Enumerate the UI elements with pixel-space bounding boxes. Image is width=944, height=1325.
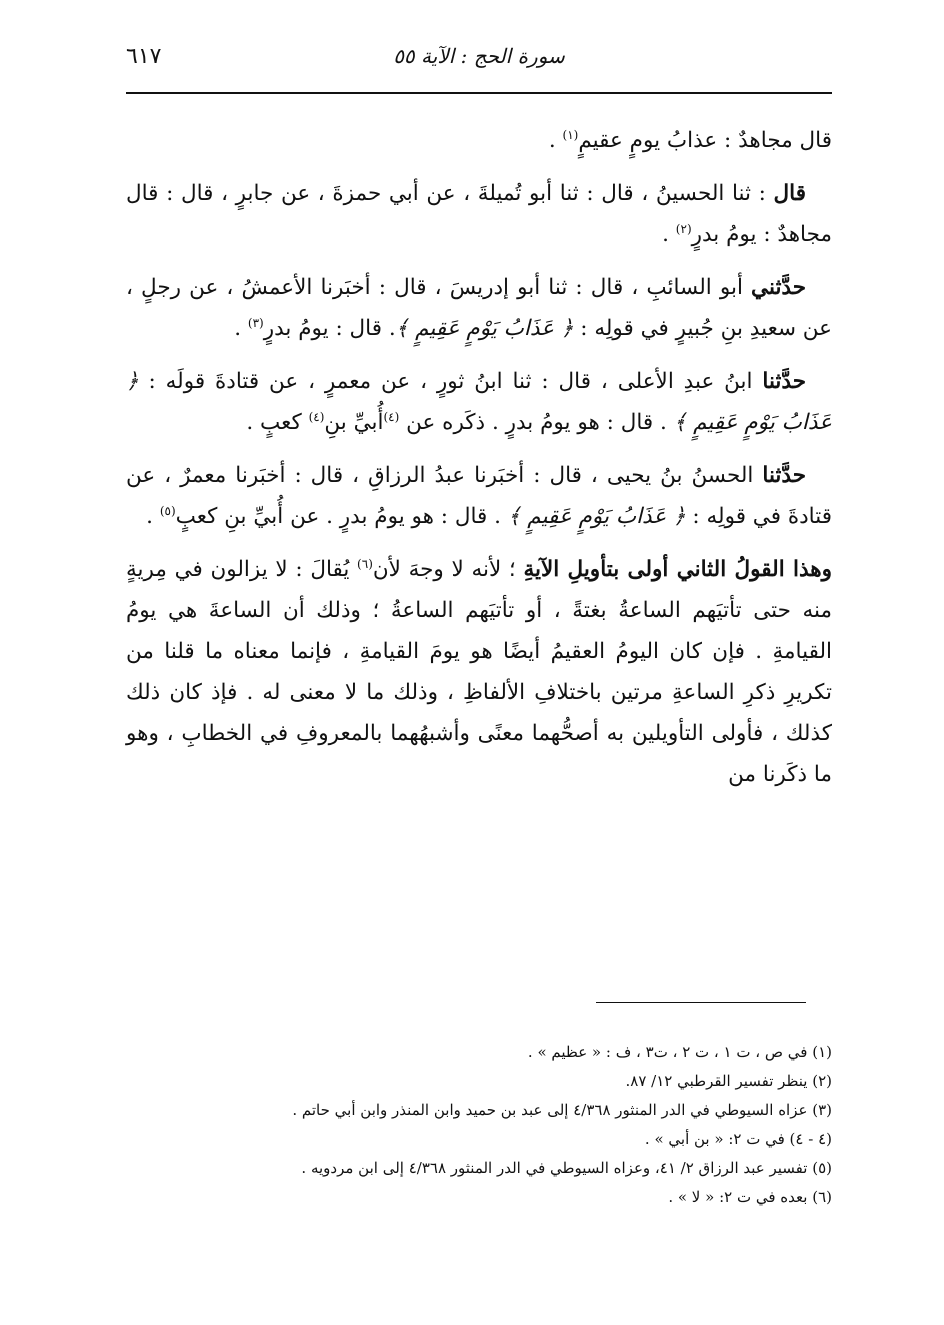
footnote-reference[interactable]: (٤) [308, 409, 325, 424]
footnote-3: (٣) عزاه السيوطي في الدر المنثور ٤/٣٦٨ إلى عبد بن حميد وابن المنذر وابن أبي حاتم . [292, 1101, 832, 1119]
footnote-reference[interactable]: (١) [562, 127, 579, 142]
footnote-divider [596, 1002, 806, 1003]
paragraph-lead: قال [773, 181, 806, 206]
paragraph-text: ابنُ عبدِ الأعلى ، قال : ثنا ابنُ ثورٍ ، عن معمرٍ ، عن قتادةَ قولَه : [138, 369, 763, 394]
footnote-reference[interactable]: (٣) [247, 315, 264, 330]
paragraph-text-variant: أُبيِّ بنِ [324, 410, 384, 435]
paragraph-text: الحسنُ بنُ يحيى ، قال : أخبَرنا عبدُ الرزاقِ ، قال : أخبَرنا معمرٌ ، عن قتادةَ في قولِه : [126, 463, 832, 529]
paragraph-3 [126, 267, 832, 349]
footnote-reference[interactable]: (٦) [357, 556, 373, 571]
paragraph-1 [126, 120, 832, 161]
paragraph-4 [126, 361, 832, 443]
main-text [126, 120, 832, 807]
paragraph-tail: . [146, 504, 160, 529]
paragraph-tail: . [662, 222, 676, 247]
quran-quote: ﴿ عَذَابُ يَوْمٍ عَقِيمٍ ﴾ [126, 369, 832, 435]
paragraph-6 [126, 549, 832, 795]
paragraph-text-continued: يُقالَ : لا يزالون في مِريةٍ منه حتى تأتيَهم الساعةُ بغتةً ، أو تأتيَهم الساعةُ ؛ وذلك أن الساعةَ هي يومُ القيامةِ . فإن كان اليومُ العقيمُ أيضًا هو يومَ القيامةِ ، فإنما معناه ما قلنا من تكريرِ ذكرِ الساعةِ مرتين باختلافِ الألفاظِ ، وذلك ما لا معنى له . فإذ كان ذلك كذلك ، فأولى التأويلين به أصحُّهما معنًى وأشبهُهما بالمعروفِ في الخطابِ ، وهو ما ذكَرنا من [126, 557, 832, 787]
quran-quote: ﴿ عَذَابُ يَوْمٍ عَقِيمٍ ﴾ [395, 316, 574, 341]
paragraph-text-continued: . قال : يومُ بدرٍ [263, 316, 396, 341]
paragraph-text: قال مجاهدٌ : عذابُ يومٍ عقيمٍ [578, 128, 832, 153]
paragraph-2 [126, 173, 832, 255]
quran-quote: ﴿ عَذَابُ يَوْمٍ عَقِيمٍ ﴾ [507, 504, 686, 529]
footnote-6: (٦) بعده في ت ٢: « لا » . [668, 1188, 832, 1206]
paragraph-tail: . [548, 128, 563, 153]
paragraph-tail: . [234, 316, 248, 341]
page-header [126, 0, 832, 80]
paragraph-text: ؛ لأنه لا وجهَ لأن [372, 557, 524, 582]
footnote-2: (٢) ينظر تفسير القرطبي ١٢/ ٨٧. [625, 1072, 832, 1090]
footnote-1: (١) في ص ، ت ١ ، ت ٢ ، ت٣ ، ف : « عظيم » . [527, 1043, 832, 1061]
header-divider [126, 92, 832, 94]
paragraph-lead: حدَّثني [751, 275, 806, 300]
footnote-reference[interactable]: (٥) [159, 503, 176, 518]
footnotes [126, 1038, 832, 1212]
paragraph-text: : ثنا الحسينُ ، قال : ثنا أبو تُميلةَ ، عن أبي حمزةَ ، عن جابرٍ ، قال : قال مجاهدٌ : يومُ بدرٍ [126, 181, 832, 247]
page-number: ٦١٧ [126, 44, 162, 69]
page-title: سورة الحج : الآية ٥٥ [393, 44, 565, 68]
paragraph-lead: وهذا القولُ الثاني أولى بتأويلِ الآيةِ [523, 557, 832, 582]
paragraph-text: أبو السائبِ ، قال : ثنا أبو إدريسَ ، قال : أخبَرنا الأعمشُ ، عن رجلٍ ، عن سعيدِ بنِ جُبيرٍ في قولِه : [126, 275, 832, 341]
paragraph-lead: حدَّثنا [762, 463, 806, 488]
paragraph-lead: حدَّثنا [762, 369, 806, 394]
footnote-5: (٥) تفسير عبد الرزاق ٢/ ٤١، وعزاه السيوطي في الدر المنثور ٤/٣٦٨ إلى ابن مردويه . [301, 1159, 832, 1177]
footnote-reference[interactable]: (٤) [383, 409, 400, 424]
paragraph-text-continued: . قال : هو يومُ بدرٍ . عن أُبيِّ بنِ كعبٍ [175, 504, 508, 529]
paragraph-5 [126, 455, 832, 537]
paragraph-tail: كعبٍ . [246, 410, 309, 435]
footnote-reference[interactable]: (٢) [675, 221, 692, 236]
paragraph-text-continued: . قال : هو يومُ بدرٍ . ذكَره عن [399, 410, 674, 435]
footnote-4: (٤ - ٤) في ت ٢: « بن أبي » . [644, 1130, 832, 1148]
